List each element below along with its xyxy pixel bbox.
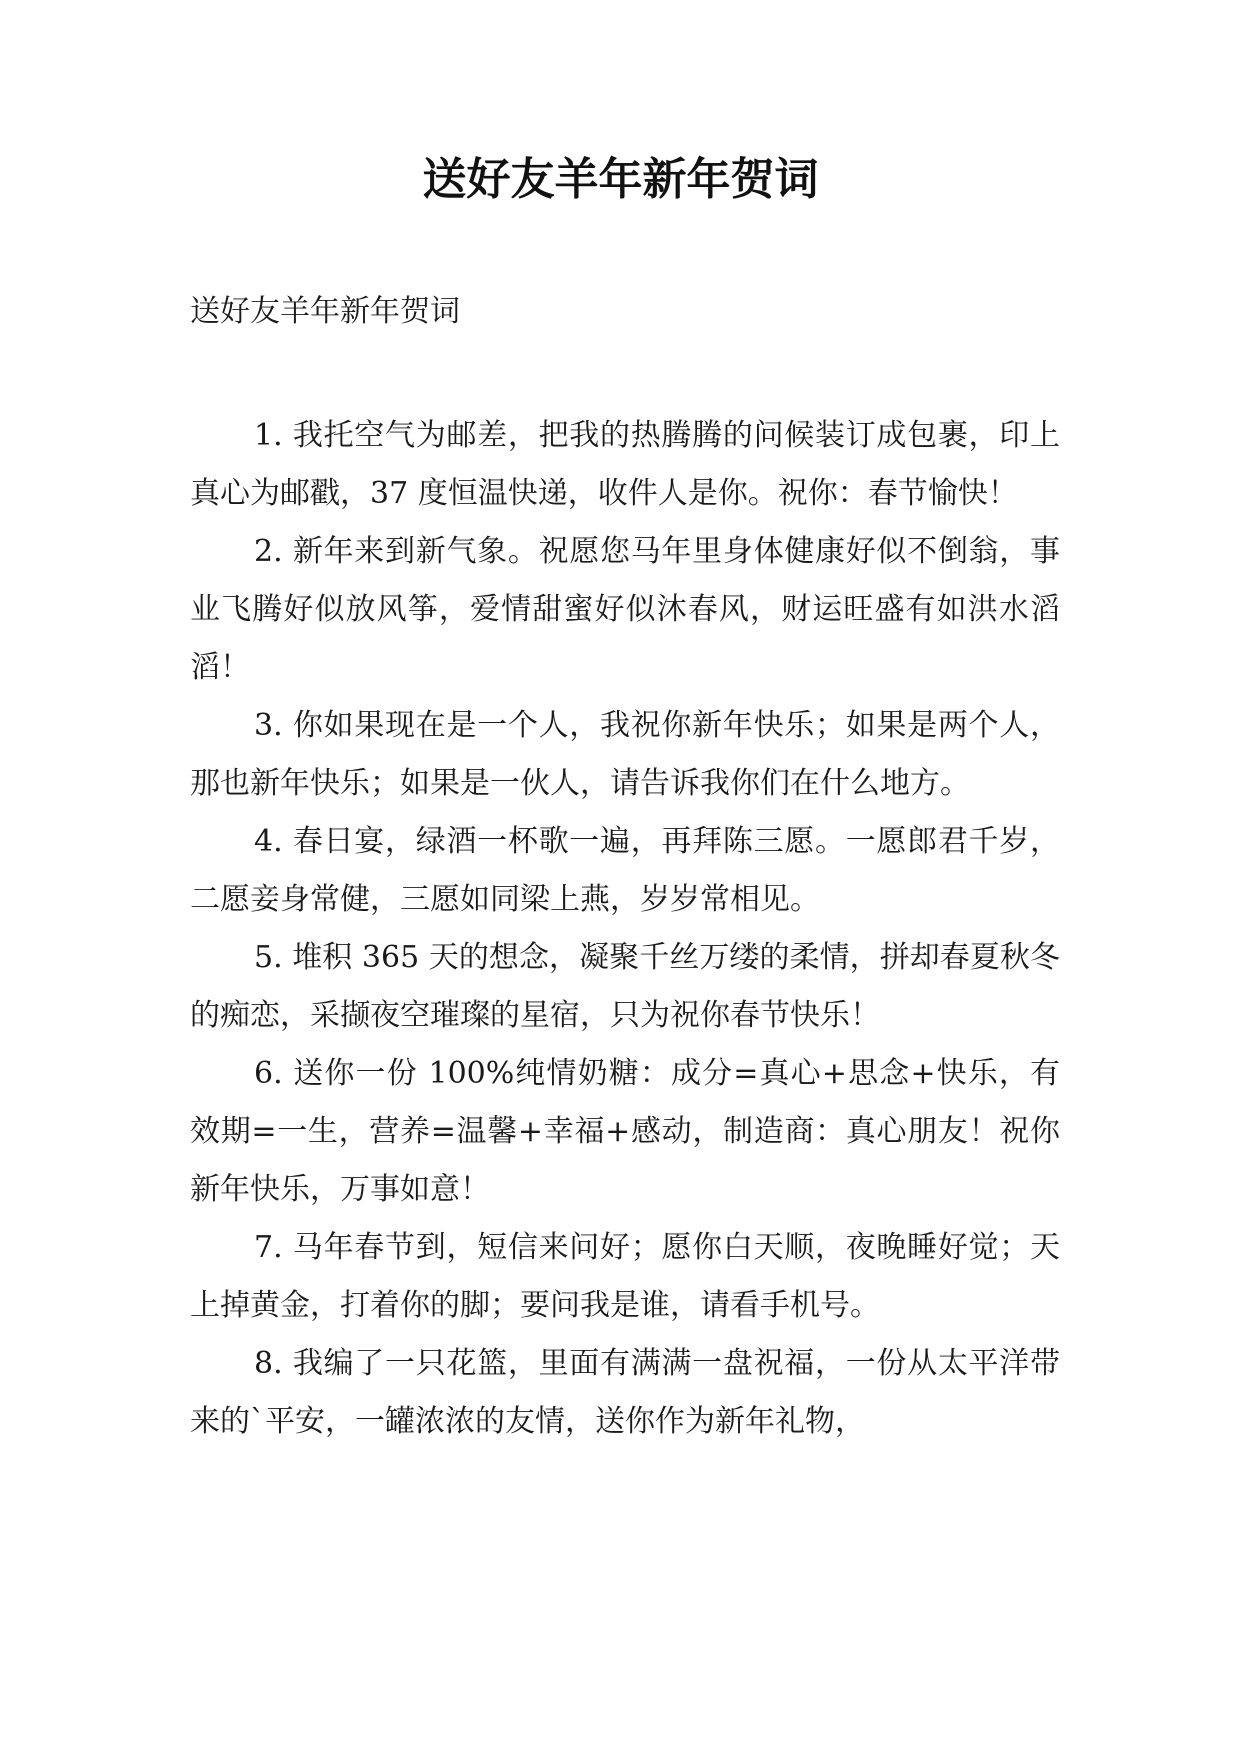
paragraph-5: 5. 堆积 365 天的想念，凝聚千丝万缕的柔情，拼却春夏秋冬的痴恋，采撷夜空璀璨的星宿，只为祝你春节快乐！ bbox=[190, 940, 1060, 1033]
paragraph-8: 8. 我编了一只花篮，里面有满满一盘祝福，一份从太平洋带来的`平安，一罐浓浓的友情，送你作为新年礼物， bbox=[190, 1346, 1060, 1439]
paragraph-3: 3. 你如果现在是一个人，我祝你新年快乐；如果是两个人，那也新年快乐；如果是一伙人，请告诉我你们在什么地方。 bbox=[190, 708, 1060, 801]
paragraph-7: 7. 马年春节到，短信来问好；愿你白天顺，夜晚睡好觉；天上掉黄金，打着你的脚；要问我是谁，请看手机号。 bbox=[190, 1230, 1060, 1323]
paragraph-4: 4. 春日宴，绿酒一杯歌一遍，再拜陈三愿。一愿郎君千岁，二愿妾身常健，三愿如同梁上燕，岁岁常相见。 bbox=[190, 824, 1060, 917]
paragraph-6: 6. 送你一份 100%纯情奶糖：成分=真心+思念+快乐，有效期=一生，营养=温馨+幸福+感动，制造商：真心朋友！祝你新年快乐，万事如意！ bbox=[190, 1056, 1060, 1207]
paragraph-2: 2. 新年来到新气象。祝愿您马年里身体健康好似不倒翁，事业飞腾好似放风筝，爱情甜蜜好似沐春风，财运旺盛有如洪水滔滔！ bbox=[190, 534, 1060, 685]
paragraph-1: 1. 我托空气为邮差，把我的热腾腾的问候装订成包裹，印上真心为邮戳，37 度恒温快递，收件人是你。祝你：春节愉快！ bbox=[190, 418, 1060, 511]
document-title: 送好友羊年新年贺词 bbox=[422, 154, 819, 205]
document-subtitle: 送好友羊年新年贺词 bbox=[190, 294, 460, 329]
document-body bbox=[190, 407, 1060, 1451]
